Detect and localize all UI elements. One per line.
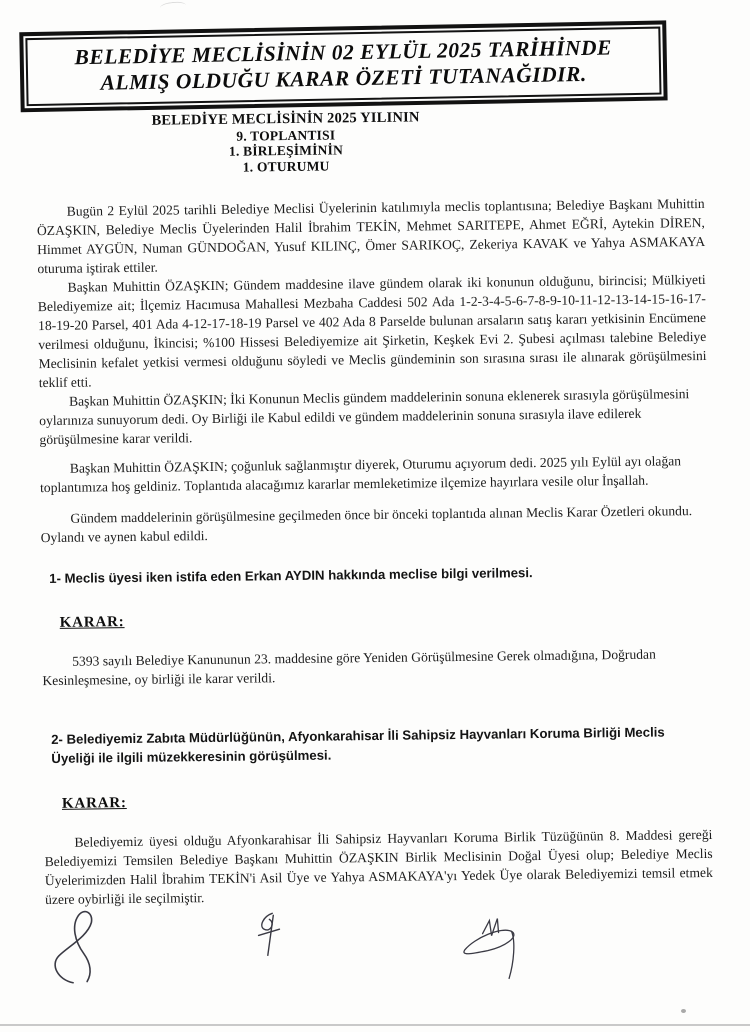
- scan-artifact-dot: [681, 1009, 686, 1013]
- scan-artifact-bottom-edge: [0, 1024, 750, 1026]
- title-box: [19, 20, 667, 112]
- decision-heading-1: KARAR:: [59, 613, 125, 631]
- decision-text-2: Belediyemiz üyesi olduğu Afyonkarahisar İli Sahipsiz Hayvanları Koruma Birlik Tüzüğünün 8. Maddesi gereği Belediyemizi Temsilen Belediye Başkanı Muhittin ÖZAŞKIN Birlik Meclisinin Doğal Üyesi olup; Belediye Meclis Üyelerimizden Halil İbrahim TEKİN'i Asil Üye ve Yahya ASMAKAYA'yı Yedek Üye olarak Belediyemizi temsil etmek üzere oybirliği ile seçilmiştir.: [44, 826, 713, 907]
- session-heading-assembly: 1. BİRLEŞİMİNİN: [228, 142, 344, 159]
- session-heading-year: BELEDİYE MECLİSİNİN 2025 YILININ: [151, 109, 420, 129]
- session-heading-meeting: 9. TOPLANTISI: [236, 126, 336, 144]
- handwritten-signature-1: [45, 906, 98, 987]
- title-box-inner: [25, 27, 661, 107]
- agenda-item-1-title: 1- Meclis üyesi iken istifa eden Erkan AYDIN hakkında meclise bilgi verilmesi.: [49, 565, 533, 586]
- paragraph-previous-minutes: Gündem maddelerinin görüşülmesine geçilmeden önce bir önceki toplantıda alınan Meclis Karar Özetleri okundu. Oylandı ve aynen kabul edildi.: [40, 503, 693, 546]
- paragraph-attendance: Bugün 2 Eylül 2025 tarihli Belediye Meclisi Üyelerinin katılımıyla meclis toplantısına; Belediye Başkanı Muhittin ÖZAŞKIN, Belediye Meclis Üyelerinden Halil İbrahim TEKİN, Mehmet SARITEPE, Ahmet EĞRİ, Aytekin DİREN, Himmet AYGÜN, Numan GÜNDOĞAN, Yusuf KILINÇ, Ömer SARIKOÇ, Zekeriya KAVAK ve Yahya ASMAKAYA oturuma iştirak ettiler.: [36, 195, 706, 277]
- handwritten-signature-2: [255, 910, 284, 958]
- document-title-line-1: BELEDİYE MECLİSİNİN 02 EYLÜL 2025 TARİHİNDE: [74, 35, 613, 70]
- paragraph-session-opening: Başkan Muhittin ÖZAŞKIN; çoğunluk sağlanmıştır diyerek, Oturumu açıyorum dedi. 2025 yılı Eylül ayı olağan toplantımıza hoş geldiniz. Toplantıda alacağımız kararlar memleketimize ilçemize hayırlara vesile olur İnşallah.: [39, 453, 682, 496]
- paragraph-agenda-vote: Başkan Muhittin ÖZAŞKIN; İki Konunun Meclis gündem maddelerinin sonuna eklenerek sırasıyla görüşülmesini oylarınıza sunuyorum dedi. Oy Birliği ile Kabul edildi ve gündem maddelerinin sonuna sırasıyla ilave edilerek görüşülmesine karar verildi.: [39, 386, 690, 448]
- session-heading: [0, 109, 576, 178]
- document-title-line-2: ALMIŞ OLDUĞU KARAR ÖZETİ TUTANAĞIDIR.: [100, 61, 587, 95]
- agenda-item-2-title: 2- Belediyemiz Zabıta Müdürlüğünün, Afyonkarahisar İli Sahipsiz Hayvanları Koruma Birliği Meclis Üyeliği ile ilgili müzekkeresinin görüşülmesi.: [51, 723, 665, 766]
- decision-text-1: 5393 sayılı Belediye Kanununun 23. maddesine göre Yeniden Görüşülmesine Gerek olmadığına, Doğrudan Kesinleşmesine, oy birliği ile karar verildi.: [42, 646, 656, 688]
- session-heading-sitting: 1. OTURUMU: [242, 158, 330, 175]
- paragraph-agenda-additions: Başkan Muhittin ÖZAŞKIN; Gündem maddesine ilave gündem olarak iki konunun olduğunu, birincisi; Mülkiyeti Belediyemize ait; İlçemiz Hacımusa Mahallesi Mezbaha Caddesi 502 Ada 1-2-3-4-5-6-7-8-9-10-11-12-13-14-15-16-17-18-19-20 Parsel, 401 Ada 4-12-17-18-19 Parsel ve 402 Ada 8 Parselde bulunan arsaların satış kararı yetkisinin Encümene verilmesi olduğunu, İkincisi; %100 Hissesi Belediyemize ait Şirketin, Keşkek Evi 2. Şubesi açılması talebine Belediye Meclisinin kefalet yetkisi vermesi olduğunu söyledi ve Meclis gündeminin son sırasına sırası ile alınarak görüşülmesini teklif etti.: [37, 271, 707, 391]
- decision-heading-2: KARAR:: [61, 794, 127, 812]
- handwritten-signature-3: [460, 914, 525, 983]
